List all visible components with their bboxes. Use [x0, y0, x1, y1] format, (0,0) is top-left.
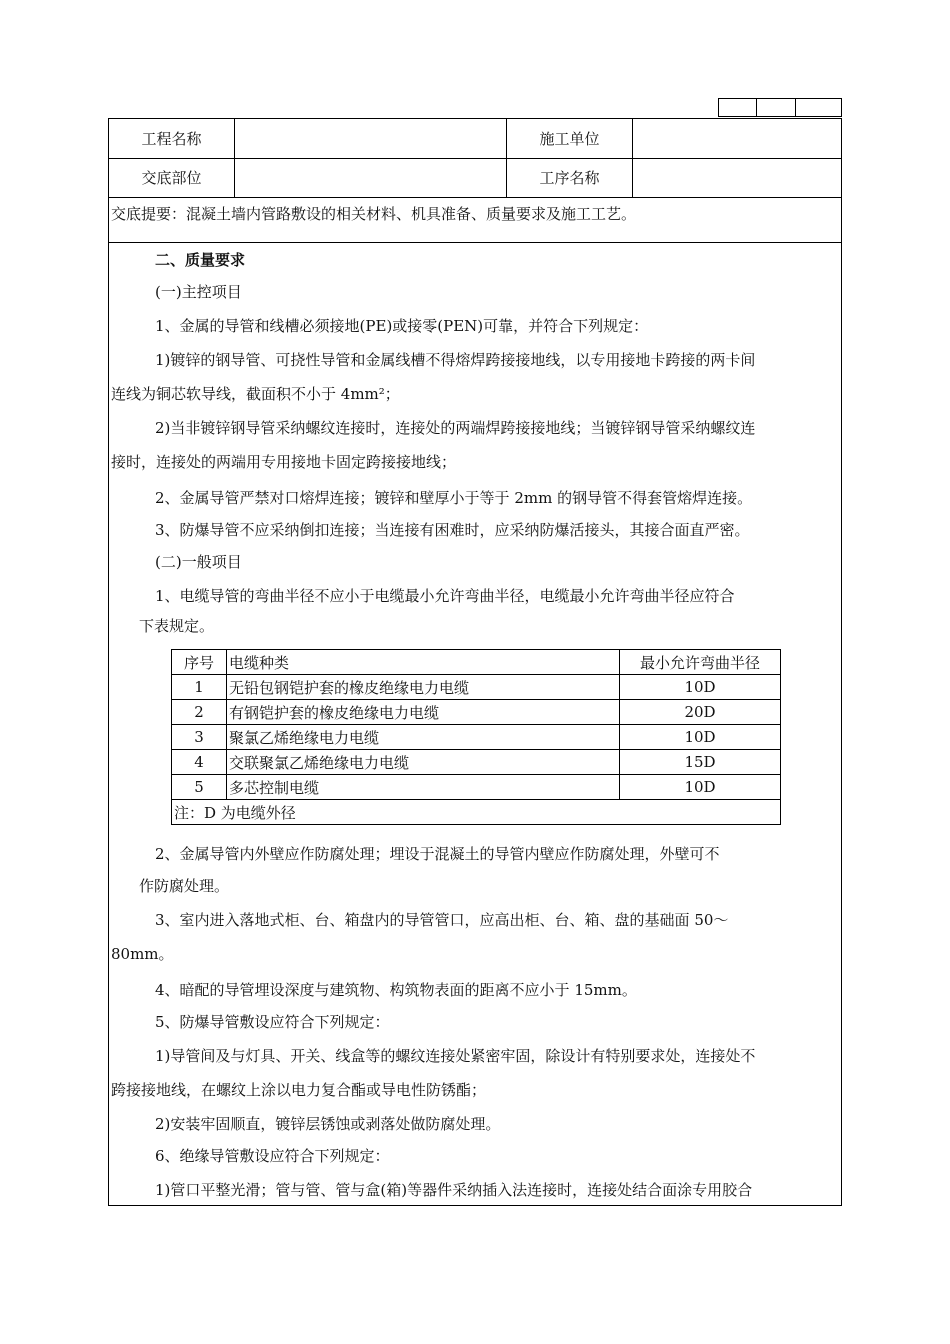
table-header-cell: 序号	[172, 650, 227, 675]
process-name-label: 工序名称	[539, 169, 600, 187]
table-note-row	[172, 800, 781, 825]
general-item-6-1: 1)管口平整光滑；管与管、管与盒(箱)等器件采纳插入法连接时，连接处结合面涂专用胶合	[155, 1181, 753, 1199]
disclosure-part-value[interactable]	[235, 158, 506, 197]
main-item-2: 2、金属导管严禁对口熔焊连接；镀锌和壁厚小于等于 2mm 的钢导管不得套管熔焊连接。	[155, 489, 753, 507]
table-cell: 20D	[620, 700, 781, 725]
table-note: 注：D 为电缆外径	[172, 800, 781, 825]
table-row	[172, 750, 781, 775]
section-title: 二、质量要求	[155, 251, 246, 269]
main-item-1-1-line2: 连线为铜芯软导线，截面积不小于 4mm²；	[111, 385, 400, 403]
table-row	[172, 675, 781, 700]
main-item-1: 1、金属的导管和线槽必须接地(PE)或接零(PEN)可靠，并符合下列规定：	[155, 317, 649, 335]
disclosure-part-label: 交底部位	[141, 169, 202, 187]
table-cell: 1	[172, 675, 227, 700]
table-cell: 多芯控制电缆	[227, 775, 620, 800]
table-cell: 3	[172, 725, 227, 750]
top-box-2	[756, 98, 795, 117]
general-item-2-line2: 作防腐处理。	[139, 877, 230, 895]
table-cell: 4	[172, 750, 227, 775]
project-name-label: 工程名称	[141, 130, 202, 148]
table-row	[172, 725, 781, 750]
table-cell: 2	[172, 700, 227, 725]
table-header-cell: 电缆种类	[227, 650, 620, 675]
general-item-2-line1: 2、金属导管内外壁应作防腐处理；埋设于混凝土的导管内壁应作防腐处理，外壁可不	[155, 845, 720, 863]
general-items-heading: (二)一般项目	[155, 553, 242, 571]
general-item-5: 5、防爆导管敷设应符合下列规定：	[155, 1013, 390, 1031]
general-item-5-2: 2)安装牢固顺直，镀锌层锈蚀或剥落处做防腐处理。	[155, 1115, 501, 1133]
header-row-2	[109, 158, 841, 198]
table-row	[172, 775, 781, 800]
disclosure-sheet	[108, 118, 842, 1206]
bend-radius-table	[171, 649, 781, 825]
main-item-1-2-line2: 接时，连接处的两端用专用接地卡固定跨接接地线；	[111, 453, 457, 471]
table-cell: 有钢铠护套的橡皮绝缘电力电缆	[227, 700, 620, 725]
table-cell: 交联聚氯乙烯绝缘电力电缆	[227, 750, 620, 775]
table-cell: 15D	[620, 750, 781, 775]
general-item-1-line2: 下表规定。	[139, 617, 215, 635]
construction-unit-value[interactable]	[633, 119, 840, 158]
main-items-heading: (一)主控项目	[155, 283, 242, 301]
top-right-boxes	[718, 98, 842, 118]
top-box-1	[718, 98, 756, 117]
general-item-5-1-line2: 跨接接地线，在螺纹上涂以电力复合酯或导电性防锈酯；	[111, 1081, 487, 1099]
table-cell: 10D	[620, 775, 781, 800]
main-item-1-1-line1: 1)镀锌的钢导管、可挠性导管和金属线槽不得熔焊跨接接地线，以专用接地卡跨接的两卡间	[155, 351, 756, 369]
construction-unit-label: 施工单位	[539, 130, 600, 148]
main-item-1-2-line1: 2)当非镀锌钢导管采纳螺纹连接时，连接处的两端焊跨接接地线；当镀锌钢导管采纳螺纹连	[155, 419, 756, 437]
general-item-1-line1: 1、电缆导管的弯曲半径不应小于电缆最小允许弯曲半径，电缆最小允许弯曲半径应符合	[155, 587, 735, 605]
general-item-4: 4、暗配的导管埋设深度与建筑物、构筑物表面的距离不应小于 15mm。	[155, 981, 637, 999]
table-cell: 聚氯乙烯绝缘电力电缆	[227, 725, 620, 750]
general-item-5-1-line1: 1)导管间及与灯具、开关、线盒等的螺纹连接处紧密牢固，除设计有特别要求处，连接处不	[155, 1047, 756, 1065]
disclosure-summary: 交底提要：混凝土墙内管路敷设的相关材料、机具准备、质量要求及施工工艺。	[109, 197, 841, 243]
project-name-value[interactable]	[235, 119, 506, 158]
table-header-row	[172, 650, 781, 675]
top-box-3	[795, 98, 842, 117]
table-header-cell: 最小允许弯曲半径	[620, 650, 781, 675]
main-item-3: 3、防爆导管不应采纳倒扣连接；当连接有困难时，应采纳防爆活接头，其接合面直严密。	[155, 521, 750, 539]
table-row	[172, 700, 781, 725]
table-cell: 10D	[620, 725, 781, 750]
table-cell: 5	[172, 775, 227, 800]
general-item-6: 6、绝缘导管敷设应符合下列规定：	[155, 1147, 390, 1165]
header-row-1	[109, 119, 841, 159]
general-item-3-line1: 3、室内进入落地式柜、台、箱盘内的导管管口，应高出柜、台、箱、盘的基础面 50～	[155, 911, 729, 929]
table-cell: 无铅包钢铠护套的橡皮绝缘电力电缆	[227, 675, 620, 700]
table-cell: 10D	[620, 675, 781, 700]
process-name-value[interactable]	[633, 158, 840, 197]
general-item-3-line2: 80mm。	[111, 945, 174, 963]
